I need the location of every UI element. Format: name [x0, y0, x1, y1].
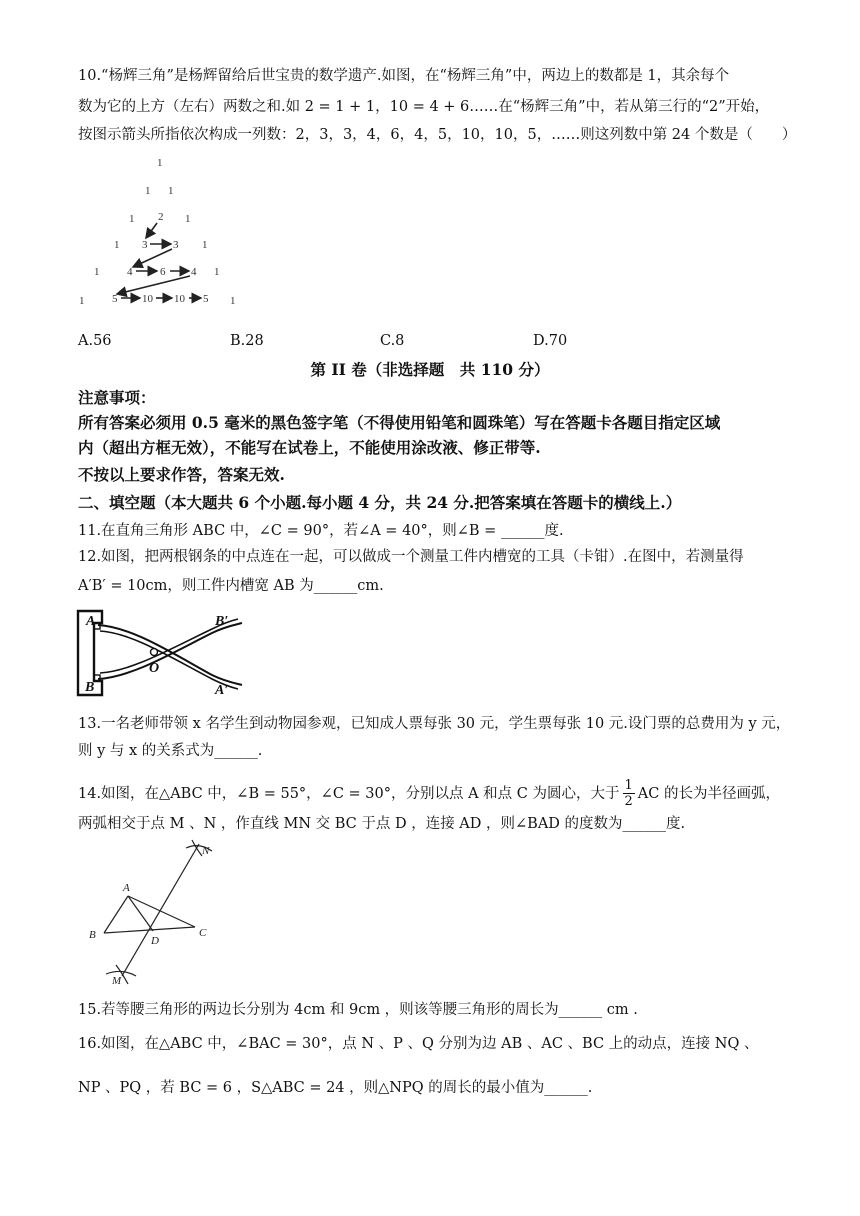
fraction-denominator: 2 — [624, 794, 633, 809]
label-B: B — [89, 929, 96, 941]
tri-r4-0: 1 — [94, 266, 100, 278]
q14-line-2: 两弧相交于点 M 、N ，作直线 MN 交 BC 于点 D ，连接 AD ，则∠BAD 的度数为______度. — [78, 816, 686, 832]
q14-line-1 — [78, 778, 820, 809]
tri-r2-1: 2 — [158, 211, 164, 223]
triangle-bisector-figure — [78, 838, 248, 988]
tri-r4-1: 4 — [127, 266, 133, 278]
q12-line-2: A′B′ = 10cm，则工件内槽宽 AB 为______cm. — [78, 578, 384, 594]
tri-r5-3: 10 — [174, 293, 185, 305]
line-MN — [122, 844, 199, 976]
q11: 11.在直角三角形 ABC 中，∠C = 90°，若∠A = 40°，则∠B = ______度. — [78, 523, 564, 539]
tri-r3-2: 3 — [173, 239, 179, 251]
tri-r3-0: 1 — [114, 239, 120, 251]
tri-r1-1: 1 — [168, 185, 174, 197]
tri-r1-0: 1 — [145, 185, 151, 197]
q12-line-1: 12.如图，把两根钢条的中点连在一起，可以做成一个测量工件内槽宽的工具（卡钳）.在图中，若测量得 — [78, 549, 744, 565]
q14-line-1-pre: 14.如图，在△ABC 中，∠B = 55°，∠C = 30°，分别以点 A 和点 C 为圆心，大于 — [78, 785, 620, 802]
q10-option-b[interactable]: B.28 — [230, 333, 264, 349]
fraction-half — [623, 778, 635, 809]
tri-r5-1: 5 — [112, 293, 118, 305]
notice-line-2: 内（超出方框无效），不能写在试卷上，不能使用涂改液、修正带等. — [78, 438, 541, 457]
tri-r5-4: 5 — [203, 293, 209, 305]
label-A-prime: A′ — [215, 683, 229, 698]
q10-option-c[interactable]: C.8 — [380, 333, 405, 349]
notice-line-1: 所有答案必须用 0.5 毫米的黑色签字笔（不得使用铅笔和圆珠笔）写在答题卡各题目指定区域 — [78, 413, 721, 432]
tri-r4-2: 6 — [160, 266, 166, 278]
fraction-numerator: 1 — [624, 778, 633, 793]
label-B-prime: B′ — [215, 614, 229, 629]
tri-r4-3: 4 — [191, 266, 197, 278]
q14-line-1-post: AC 的长为半径画弧， — [637, 785, 780, 802]
tri-r5-0: 1 — [79, 295, 85, 307]
q10-line-2: 数为它的上方（左右）两数之和.如 2 = 1 + 1，10 = 4 + 6……在“杨辉三角”中，若从第三行的“2”开始， — [78, 99, 770, 115]
label-B: B — [85, 680, 95, 695]
section-title: 二、填空题（本大题共 6 个小题.每小题 4 分，共 24 分.把答案填在答题卡的横线上.） — [78, 493, 682, 512]
tri-r4-4: 1 — [214, 266, 220, 278]
q16-line-1: 16.如图，在△ABC 中，∠BAC = 30°，点 N 、P 、Q 分别为边 AB 、AC 、BC 上的动点，连接 NQ 、 — [78, 1036, 759, 1052]
q10-option-a[interactable]: A.56 — [78, 333, 112, 349]
label-D: D — [151, 935, 159, 947]
q13-line-2: 则 y 与 x 的关系式为______. — [78, 743, 263, 759]
label-N: N — [202, 845, 210, 857]
q10-line-3: 按图示箭头所指依次构成一列数：2，3，3，4，6，4，5，10，10，5，……则这列数中第 24 个数是（ ） — [78, 127, 797, 143]
tri-r0-0: 1 — [157, 157, 163, 169]
tri-r5-5: 1 — [230, 295, 236, 307]
label-C: C — [199, 927, 207, 939]
label-A: A — [123, 882, 130, 894]
caliper-figure — [72, 605, 252, 705]
q15: 15.若等腰三角形的两边长分别为 4cm 和 9cm ，则该等腰三角形的周长为______ cm . — [78, 1002, 638, 1018]
q10-option-d[interactable]: D.70 — [533, 333, 568, 349]
q16-line-2: NP 、PQ ，若 BC = 6 ，S△ABC = 24 ，则△NPQ 的周长的最小值为______. — [78, 1080, 593, 1096]
tri-r3-3: 1 — [202, 239, 208, 251]
tri-r2-2: 1 — [185, 213, 191, 225]
yanghui-triangle-figure — [72, 150, 262, 315]
q13-line-1: 13.一名老师带领 x 名学生到动物园参观，已知成人票每张 30 元，学生票每张 10 元.设门票的总费用为 y 元， — [78, 716, 791, 732]
notice-title: 注意事项： — [78, 388, 156, 407]
label-M: M — [112, 975, 122, 987]
label-A: A — [86, 614, 96, 629]
notice-line-3: 不按以上要求作答，答案无效. — [78, 465, 285, 484]
label-O: O — [149, 661, 160, 676]
part2-title: 第 II 卷（非选择题 共 110 分） — [310, 360, 550, 379]
q10-line-1: 10.“杨辉三角”是杨辉留给后世宝贵的数学遗产.如图，在“杨辉三角”中，两边上的数都是 1，其余每个 — [78, 68, 730, 84]
tri-r5-2: 10 — [142, 293, 153, 305]
tri-r2-0: 1 — [129, 213, 135, 225]
tri-r3-1: 3 — [142, 239, 148, 251]
